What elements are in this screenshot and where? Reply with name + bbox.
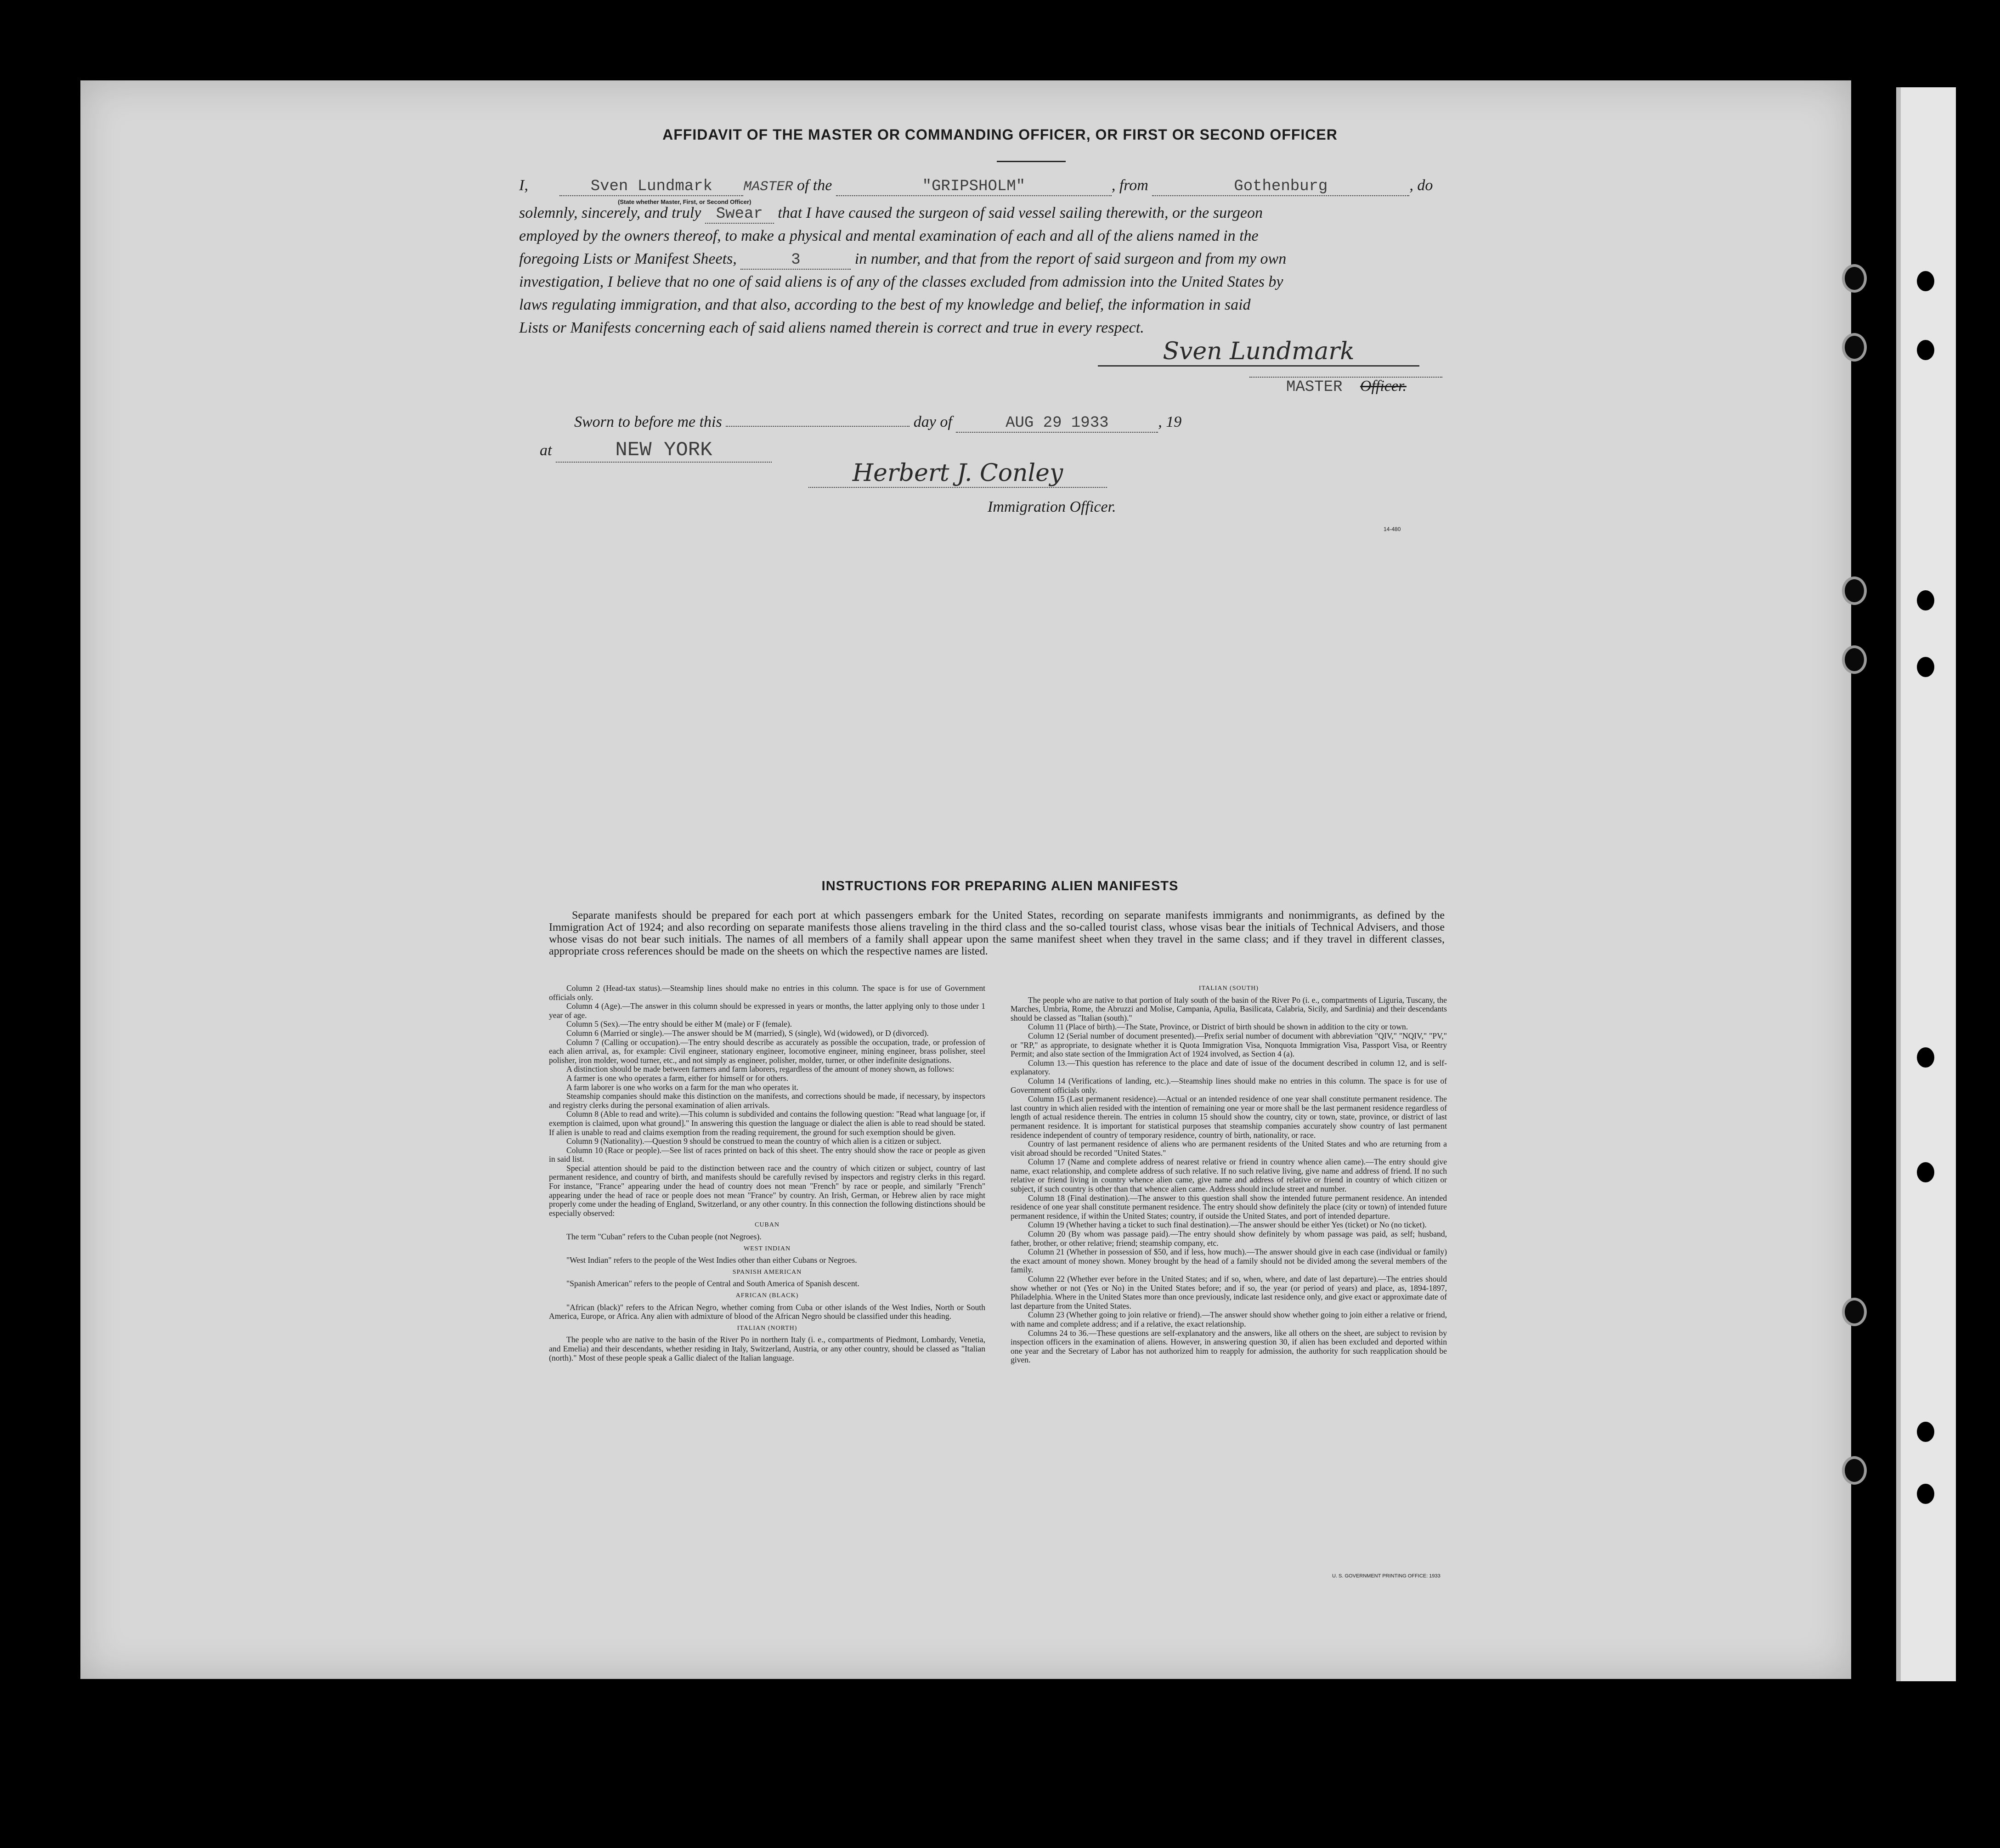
instruction-paragraph: Column 6 (Married or single).—The answer should be M (married), S (single), Wd (widowed), or D (divorced).	[566, 1028, 929, 1038]
sworn-line	[574, 413, 1181, 433]
section-heading-cuban: CUBAN	[754, 1221, 780, 1229]
affidavit-text: that I have caused the surgeon of said vessel sailing therewith, or the surgeon	[778, 204, 1263, 221]
instruction-paragraph: Column 11 (Place of birth).—The State, Province, or District of birth should be shown in addition to the city or town.	[1028, 1022, 1408, 1032]
instruction-paragraph: Column 9 (Nationality).—Question 9 should be construed to mean the country of which alien is a citizen or subject.	[566, 1136, 941, 1146]
place-line	[540, 439, 772, 463]
affidavit-text: foregoing Lists or Manifest Sheets,	[519, 250, 737, 267]
affidavit-title: AFFIDAVIT OF THE MASTER OR COMMANDING OFFICER, OR FIRST OR SECOND OFFICER	[662, 126, 1338, 143]
affidavit-line-1	[519, 177, 1433, 196]
instruction-paragraph: Column 21 (Whether in possession of $50, and if less, how much).—The answer should give in each case (individual or family) the exact amount of money shown. Money brought by the head of a family should not be divided among the several members of the family.	[1011, 1247, 1447, 1275]
instruction-paragraph: Column 4 (Age).—The answer in this column should be expressed in years or months, the latter applying only to those under 1 year of age.	[549, 1001, 985, 1020]
instruction-paragraph: Column 13.—This question has reference to the place and date of issue of the document described in column 12, and is self-explanatory.	[1011, 1058, 1447, 1077]
state-rank-note: (State whether Master, First, or Second Officer)	[618, 198, 751, 205]
punch-hole-icon	[1917, 590, 1934, 610]
rank-field: MASTER	[743, 179, 793, 195]
punch-hole-icon	[1917, 1162, 1934, 1182]
title-rule	[997, 161, 1066, 162]
punch-hole-icon	[1917, 657, 1934, 677]
instruction-paragraph: "Spanish American" refers to the people of Central and South America of Spanish descent.	[566, 1279, 859, 1289]
affidavit-line-3: employed by the owners thereof, to make a physical and mental examination of each and all of the aliens named in the	[519, 227, 1259, 244]
instruction-paragraph: Column 17 (Name and complete address of nearest relative or friend in country whence alien came).—The entry should give name, exact relationship, and complete address of such relative. If no such relative living, give name and address of friend. If no such relative or friend living in country whence alien came, give name and address of relative or friend in country of which citizen or subject, if such country is other than that whence alien came. Address should include street and number.	[1011, 1157, 1447, 1194]
sworn-place-field: NEW YORK	[556, 439, 772, 463]
instruction-paragraph: Special attention should be paid to the distinction between race and the country of which citizen or subject, country of last permanent residence, and country of birth, and manifests should be carefully revised by inspectors and registry clerks in this regard. For instance, "France" appearing under the head of country does not mean "French" by race or people, and similarly "French" appearing under the head of race or people does not mean "France" by country. An Irish, German, or Hebrew alien by race might properly come under the heading of England, Switzerland, or any other country. In this connection the following distinctions should be especially observed:	[549, 1163, 985, 1218]
instruction-paragraph: Column 19 (Whether having a ticket to such final destination).—The answer should be either Yes (ticket) or No (no ticket).	[1028, 1220, 1427, 1230]
sheet-count-field: 3	[740, 251, 851, 270]
immigration-officer-title: Immigration Officer.	[988, 498, 1116, 515]
printing-office-note: U. S. GOVERNMENT PRINTING OFFICE: 1933	[1332, 1573, 1441, 1579]
affidavit-line-5: investigation, I believe that no one of said aliens is of any of the classes excluded from admission into the United States by	[519, 273, 1283, 290]
instruction-paragraph: A farmer is one who operates a farm, either for himself or for others.	[566, 1073, 789, 1083]
punch-hole-icon	[1842, 576, 1867, 605]
instruction-paragraph: A farm laborer is one who works on a farm for the man who operates it.	[566, 1082, 799, 1092]
instruction-paragraph: Column 14 (Verifications of landing, etc.).—Steamship lines should make no entries in this column. The space is for use of Government officials only.	[1011, 1076, 1447, 1095]
punch-hole-icon	[1917, 1484, 1934, 1504]
punch-hole-icon	[1842, 1298, 1867, 1326]
section-heading-italian-south: ITALIAN (SOUTH)	[1198, 985, 1259, 992]
instruction-paragraph: Column 15 (Last permanent residence).—Actual or an intended residence of one year shall constitute permanent residence. The last country in which alien resided with the intention of remaining one year or more shall be the last permanent residence regardless of length of actual residence therein. The entries in column 15 should show the country, city or town, state, province, or district of last permanent residence. It is important for statistical purposes that steamship companies accurately show country of last permanent residence independent of country of temporary residence, country of birth, nationality, or race.	[1011, 1094, 1447, 1140]
pronoun-label: I,	[519, 177, 528, 194]
oath-field: Swear	[705, 205, 774, 224]
section-heading-african: AFRICAN (BLACK)	[735, 1292, 799, 1299]
instruction-paragraph: The term "Cuban" refers to the Cuban people (not Negroes).	[566, 1232, 762, 1242]
instruction-paragraph: Column 10 (Race or people).—See list of races printed on back of this sheet. The entry should show the race or people as given in said list.	[549, 1145, 985, 1164]
affidavit-text: in number, and that from the report of said surgeon and from my own	[854, 250, 1287, 267]
punch-hole-icon	[1842, 1456, 1867, 1485]
section-heading-italian-north: ITALIAN (NORTH)	[737, 1324, 797, 1332]
instructions-intro: Separate manifests should be prepared for each port at which passengers embark for the United States, recording on separate manifests immigrants and nonimmigrants, as defined by the Immigration Act of 1924; and also recording on separate manifests those aliens traveling in the third class and the so-called tourist class, whose visas bear the initials of Technical Advisers, and those whose visas do not bear such initials. The names of all members of a family shall appear upon the same manifest sheet when they travel in the same class; and if they travel in different classes, appropriate cross references should be made on the sheets on which the respective names are listed.	[549, 910, 1445, 957]
instruction-paragraph: Column 22 (Whether ever before in the United States; and if so, when, where, and date of last departure).—The entries should show whether or not (Yes or No) in the United States before; and if so, the year (or period of years) and place, as, 1894-1897, Philadelphia. Where in the United States more than once previously, indicate last residence only, and give exact or approximate date of last departure from the United States.	[1011, 1274, 1447, 1311]
instruction-paragraph: "African (black)" refers to the African Negro, whether coming from Cuba or other islands of the West Indies, North or South America, Europe, or Africa. Any alien with admixture of blood of the African Negro should be classified under this heading.	[549, 1302, 985, 1321]
instruction-paragraph: The people who are native to the basin of the River Po in northern Italy (i. e., compartments of Piedmont, Lombardy, Venetia, and Emelia) and their descendants, whether residing in Italy, Switzerland, Austria, or any other country, should be classed as "Italian (north)." Most of these people speak a Gallic dialect of the Italian language.	[549, 1335, 985, 1362]
sworn-label: Sworn to before me this	[574, 413, 722, 430]
signature-title-line	[1249, 377, 1442, 396]
instruction-paragraph: Column 2 (Head-tax status).—Steamship lines should make no entries in this column. The space is for use of Government officials only.	[549, 983, 985, 1002]
officer-name-field: Sven Lundmark	[559, 178, 743, 196]
section-heading-spanish-american: SPANISH AMERICAN	[732, 1268, 802, 1276]
instruction-paragraph: Column 7 (Calling or occupation).—The entry should describe as accurately as possible the occupation, trade, or profession of each alien arrival, as, for example: Civil engineer, stationary engineer, locomotive engineer, mining engineer, brass polisher, steel polisher, iron molder, wood turner, etc., and not simply as engineer, polisher, molder, turner, or other indefinite designations.	[549, 1037, 985, 1065]
form-number: 14-480	[1384, 526, 1401, 532]
punch-hole-icon	[1917, 1047, 1934, 1068]
instruction-paragraph: Column 23 (Whether going to join relative or friend).—The answer should show whether going to join either a relative or friend, with name and complete address; and if a relative, the exact relationship.	[1011, 1310, 1447, 1328]
instruction-paragraph: A distinction should be made between farmers and farm laborers, regardless of the amount of money shown, as follows:	[566, 1064, 955, 1074]
instructions-left-column	[549, 984, 985, 1362]
punch-hole-icon	[1842, 645, 1867, 674]
instructions-right-column	[1011, 984, 1447, 1365]
sworn-day-field	[726, 426, 910, 427]
from-label: , from	[1111, 177, 1148, 194]
instruction-paragraph: Column 5 (Sex).—The entry should be either M (male) or F (female).	[566, 1019, 792, 1029]
instruction-paragraph: Column 8 (Able to read and write).—This column is subdivided and contains the following question: "Read what language [or, if exemption is claimed, upon what ground]." In answering this question the language or dialect the alien is able to read should be stated. If alien is unable to read and claims exemption from the reading requirement, the ground for such exemption should be given.	[549, 1109, 985, 1137]
sworn-date-field: AUG 29 1933	[956, 414, 1158, 433]
instructions-title: INSTRUCTIONS FOR PREPARING ALIEN MANIFESTS	[821, 879, 1179, 893]
instruction-paragraph: Columns 24 to 36.—These questions are self-explanatory and the answers, like all others on the sheet, are subject to revision by inspection officers in the examination of aliens. However, in answering question 30, if alien has been excluded and deported within one year and the Secretary of Labor has not authorized him to reapply for admission, the authority for such reapplication should be given.	[1011, 1328, 1447, 1365]
affidavit-line-6: laws regulating immigration, and that also, according to the best of my knowledge and belief, the information in said	[519, 296, 1251, 313]
section-heading-west-indian: WEST INDIAN	[743, 1245, 791, 1252]
do-label: , do	[1409, 177, 1433, 194]
signer-title: MASTER	[1286, 379, 1343, 396]
departure-port-field: Gothenburg	[1152, 178, 1409, 196]
punch-hole-icon	[1842, 333, 1867, 362]
at-label: at	[540, 442, 552, 459]
struck-officer-label: Officer.	[1360, 378, 1407, 395]
instruction-paragraph: Column 18 (Final destination).—The answer to this question shall show the intended future permanent residence. An intended residence of one year shall constitute permanent residence. The entry should show definitely the place (city or town) of intended future permanent residence, if within the United States; country, if outside the United States, and port of intended departure.	[1011, 1193, 1447, 1221]
year-label: , 19	[1158, 413, 1182, 430]
instruction-paragraph: Column 20 (By whom was passage paid).—The entry should show definitely by whom passage was paid, as self; husband, father, brother, or other relative; friend; steamship company, etc.	[1011, 1229, 1447, 1248]
affidavit-line-2	[519, 204, 1263, 224]
instruction-paragraph: Steamship companies should make this distinction on the manifests, and corrections should be made, if necessary, by inspectors and registry clerks during the personal examination of alien arrivals.	[549, 1091, 985, 1110]
punch-hole-icon	[1842, 264, 1867, 293]
punch-hole-icon	[1917, 271, 1934, 291]
affidavit-line-4	[519, 250, 1286, 270]
day-of-label: day of	[913, 413, 952, 430]
punch-hole-icon	[1917, 340, 1934, 360]
immigration-officer-signature: Herbert J. Conley	[808, 459, 1107, 488]
punch-hole-icon	[1917, 1422, 1934, 1442]
master-signature: Sven Lundmark	[1098, 338, 1419, 367]
instruction-paragraph: Country of last permanent residence of aliens who are permanent residents of the United States and who are returning from a visit abroad should be recorded "United States."	[1011, 1139, 1447, 1158]
instruction-paragraph: The people who are native to that portion of Italy south of the basin of the River Po (i. e., compartments of Liguria, Tuscany, the Marches, Umbria, Rome, the Abruzzi and Molise, Campania, Apulia, Basilicata, Calabria, Sicily, and Sardinia) and their descendants should be classed as "Italian (south)."	[1011, 995, 1447, 1023]
solemnly-label: solemnly, sincerely, and truly	[519, 204, 701, 221]
instruction-paragraph: "West Indian" refers to the people of the West Indies other than either Cubans or Negroes.	[566, 1255, 857, 1265]
affidavit-line-7: Lists or Manifests concerning each of said aliens named therein is correct and true in every respect.	[519, 319, 1144, 336]
instruction-paragraph: Column 12 (Serial number of document presented).—Prefix serial number of document with abbreviation "QIV," "NQIV," "PV," or "RP," as appropriate, to designate whether it is Quota Immigration Visa, Nonquota Immigration Visa, Passport Visa, or Reentry Permit; and also state section of the Immigration Act of 1924 involved, as Section 4 (a).	[1011, 1031, 1447, 1059]
of-the-label: of the	[797, 177, 832, 194]
vessel-name-field: "GRIPSHOLM"	[836, 178, 1112, 196]
